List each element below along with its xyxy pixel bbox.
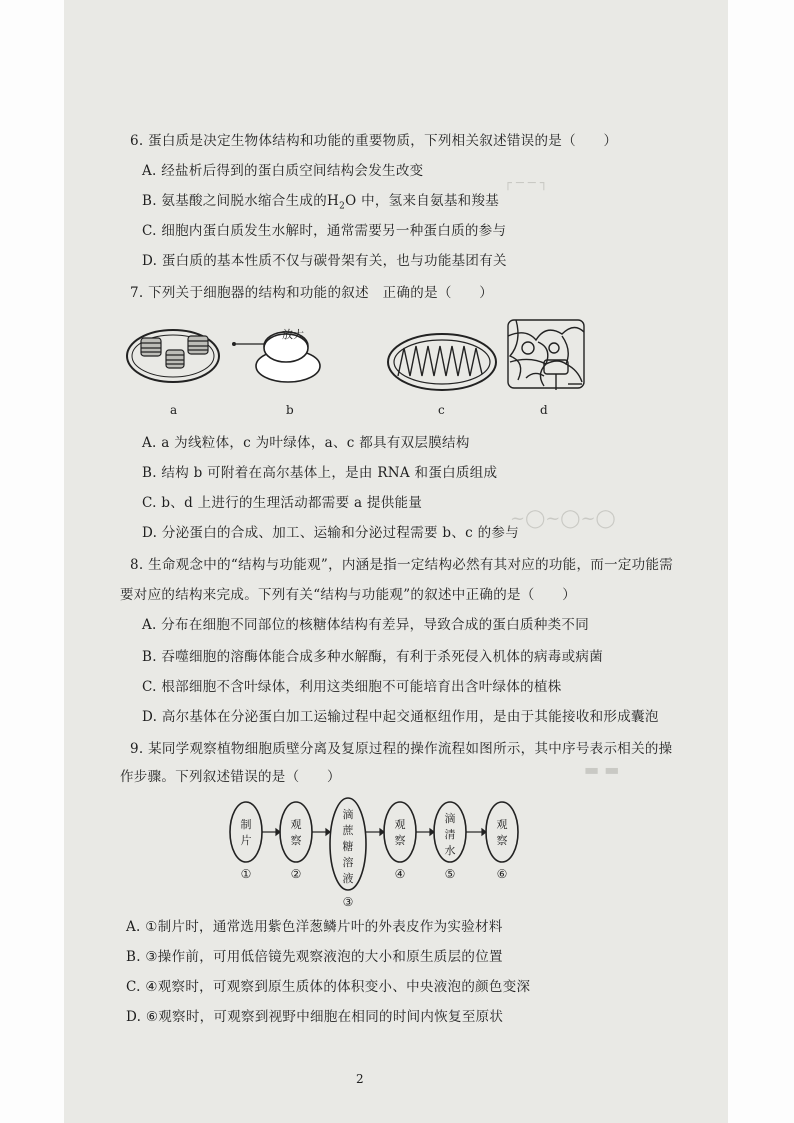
step-6-text-a: 观: [496, 818, 508, 831]
q8-option-a: A. 分布在细胞不同部位的核糖体结构有差异，导致合成的蛋白质种类不同: [142, 617, 590, 633]
step-4-text-a: 观: [394, 818, 406, 831]
step-4-oval: [384, 802, 416, 862]
organelle-b-diagram: [232, 332, 320, 382]
q9-option-a: A. ①制片时，通常选用紫色洋葱鳞片叶的外表皮作为实验材料: [126, 919, 503, 935]
bleed-through-mark: ~◯~◯~◯: [510, 508, 616, 529]
q7-option-c: C. b、d 上进行的生理活动都需要 a 提供能量: [142, 495, 423, 511]
step-3-text-c: 糖: [342, 840, 354, 853]
procedure-flowchart: [224, 796, 524, 934]
q9-stem-line2: 作步骤。下列叙述错误的是（ ）: [120, 769, 341, 785]
step-3-text-d: 溶: [342, 856, 354, 869]
page-number: 2: [356, 1072, 364, 1086]
figure-label-d: d: [540, 403, 548, 417]
step-1-text-b: 片: [240, 834, 252, 847]
q6-option-b: B. 氨基酸之间脱水缩合生成的$H_2O$ 中，氢来自氨基和羧基: [142, 193, 500, 212]
figure-label-b: b: [286, 403, 294, 417]
exam-page: [64, 0, 728, 1123]
step-2-oval: [280, 802, 312, 862]
step-3-number: ③: [342, 895, 354, 909]
q9-option-c: C. ④观察时，可观察到原生质体的体积变小、中央液泡的颜色变深: [126, 979, 531, 995]
step-5-text-b: 清: [444, 828, 456, 841]
step-2-text-a: 观: [290, 818, 302, 831]
step-3-text-e: 液: [342, 872, 354, 885]
q8-option-b: B. 吞噬细胞的溶酶体能合成多种水解酶，有利于杀死侵入机体的病毒或病菌: [142, 649, 604, 665]
step-6-text-b: 察: [496, 834, 508, 847]
step-1-text-a: 制: [240, 818, 252, 831]
step-5-text-a: 滴: [444, 812, 456, 825]
q7-option-a: A. a 为线粒体，c 为叶绿体，a、c 都具有双层膜结构: [142, 435, 470, 451]
step-1-number: ①: [240, 867, 252, 881]
scan-left-margin: [0, 0, 64, 1123]
scan-right-margin: [728, 0, 794, 1123]
step-3-text-b: 蔗: [342, 824, 354, 837]
organelle-d-diagram: [508, 320, 584, 390]
step-4-number: ④: [394, 867, 406, 881]
q7-stem: 7. 下列关于细胞器的结构和功能的叙述 正确的是（ ）: [130, 285, 494, 301]
step-6-oval: [486, 802, 518, 862]
bleed-through-mark: ▬ ▬: [584, 760, 620, 779]
q8-stem-line1: 8. 生命观念中的“结构与功能观”，内涵是指一定结构必然有其对应的功能，而一定功能需: [130, 557, 674, 573]
step-2-number: ②: [290, 867, 302, 881]
figure-label-c: c: [438, 403, 445, 417]
magnify-arrow-label: 放大: [282, 328, 304, 341]
step-5-text-c: 水: [444, 844, 456, 857]
q9-stem-line1: 9. 某同学观察植物细胞质壁分离及复原过程的操作流程如图所示，其中序号表示相关的操: [130, 741, 673, 757]
q7-option-b: B. 结构 b 可附着在高尔基体上，是由 RNA 和蛋白质组成: [142, 465, 498, 481]
step-4-text-b: 察: [394, 834, 406, 847]
q8-stem-line2: 要对应的结构来完成。下列有关“结构与功能观”的叙述中正确的是（ ）: [120, 587, 577, 603]
q6-option-d: D. 蛋白质的基本性质不仅与碳骨架有关，也与功能基团有关: [142, 253, 507, 269]
q9-option-b: B. ③操作前，可用低倍镜先观察液泡的大小和原生质层的位置: [126, 949, 503, 965]
organelle-c-diagram: [388, 334, 496, 390]
step-5-number: ⑤: [444, 867, 456, 881]
q9-option-d: D. ⑥观察时，可观察到视野中细胞在相同的时间内恢复至原状: [126, 1009, 504, 1025]
q8-option-c: C. 根部细胞不含叶绿体，利用这类细胞不可能培育出含叶绿体的植株: [142, 679, 562, 695]
q6-option-c: C. 细胞内蛋白质发生水解时，通常需要另一种蛋白质的参与: [142, 223, 507, 239]
step-3-text-a: 滴: [342, 808, 354, 821]
organelle-a-diagram: [127, 330, 219, 382]
q6-stem: 6. 蛋白质是决定生物体结构和功能的重要物质，下列相关叙述错误的是（ ）: [130, 133, 618, 149]
q7-option-d: D. 分泌蛋白的合成、加工、运输和分泌过程需要 b、c 的参与: [142, 525, 520, 541]
bleed-through-mark: ┌ ─ ─ ┐: [504, 176, 548, 191]
q6-option-a: A. 经盐析后得到的蛋白质空间结构会发生改变: [142, 163, 424, 179]
step-2-text-b: 察: [290, 834, 302, 847]
step-6-number: ⑥: [496, 867, 508, 881]
figure-label-a: a: [170, 403, 178, 417]
organelle-figure: [126, 318, 586, 418]
q8-option-d: D. 高尔基体在分泌蛋白加工运输过程中起交通枢纽作用，是由于其能接收和形成囊泡: [142, 709, 659, 725]
step-1-oval: [230, 802, 262, 862]
